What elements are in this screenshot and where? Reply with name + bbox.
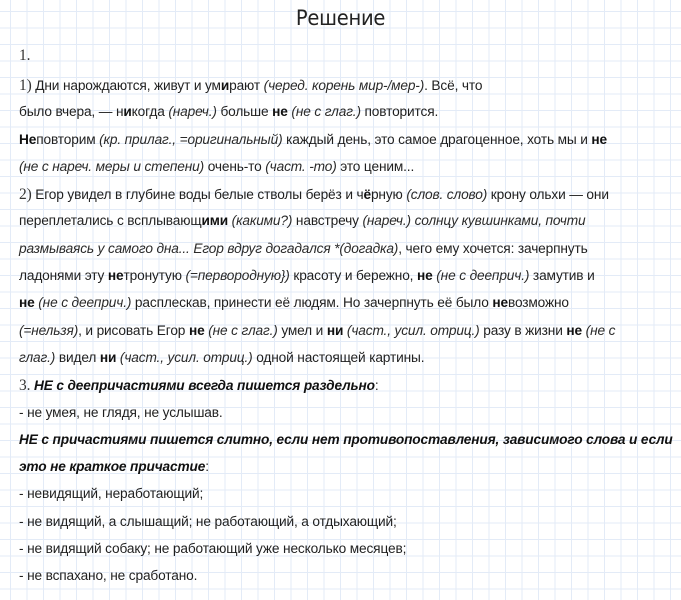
text-run: ладонями эту	[19, 268, 108, 285]
grammar-note: (черед. корень мир-/мер-)	[263, 78, 425, 94]
text-run: - не видящий собаку; не работающий уже несколько месяцев;	[19, 541, 407, 558]
task-3-rule-2-line-2	[19, 454, 656, 481]
grammar-note: (част., усил. отриц.)	[119, 349, 253, 366]
text-run: , чего ему хочется: зачерпнуть	[398, 240, 588, 257]
bold-highlight: не	[19, 295, 35, 312]
text-run: красоту и бережно,	[289, 268, 418, 285]
text-run: расплескав, принести её людям. Но зачерпнуть её было	[131, 295, 493, 312]
bold-highlight: не	[272, 104, 288, 121]
bold-highlight: Не	[19, 131, 37, 148]
text-run: каждый день, это самое драгоценное, хоть мы и	[282, 131, 592, 148]
bold-highlight: ими	[201, 213, 229, 230]
task-3-rule-2-line-1	[19, 427, 673, 454]
grammar-note: размываясь у самого дна... Егор вдруг догадался *(догадка)	[19, 240, 399, 257]
bold-highlight: ни	[99, 349, 117, 366]
text-run: , и рисовать Егор	[78, 322, 189, 339]
text-run: замутив и	[529, 268, 595, 285]
grammar-note: (какими?)	[231, 213, 293, 230]
text-run: :	[374, 378, 379, 395]
solution-content	[19, 40, 679, 591]
grammar-note: (не с дееприч.)	[38, 295, 132, 312]
item-2-line-1	[19, 181, 656, 208]
grammar-note: (нареч.) солнцу кувшинками, почти	[362, 213, 586, 230]
text-run: одной настоящей картины.	[252, 349, 425, 366]
grammar-note: (=первородную})	[185, 268, 290, 285]
item-1-line-3	[19, 127, 656, 154]
rule-statement: НЕ с деепричастиями всегда пишется раздельно	[33, 378, 375, 395]
text-run: Егор увидел в глубине воды белые стволы берёз и ч	[31, 187, 364, 204]
text-run: разу в жизни	[479, 322, 567, 339]
grammar-note: (не с нареч. меры и степени)	[19, 158, 205, 175]
grammar-note: (=нельзя)	[19, 322, 79, 339]
grammar-note: (не с дееприч.)	[436, 268, 530, 285]
item-2-line-4	[19, 263, 656, 290]
text-run: рают	[229, 78, 264, 94]
grammar-note: (не с глаг.)	[208, 322, 278, 339]
text-run: очень-то	[204, 158, 266, 175]
text-run: повторится.	[360, 104, 439, 121]
task-3-example-2	[19, 481, 656, 508]
text-run: видел	[55, 349, 100, 366]
task-number-1	[19, 40, 656, 72]
text-run: это ценим...	[336, 158, 415, 175]
page-title: Решение	[295, 6, 386, 30]
task-3-example-3	[19, 509, 656, 536]
bold-highlight: не	[417, 268, 433, 285]
task-3-example-1	[19, 400, 656, 427]
item-1-line-4	[19, 154, 656, 181]
text-run: :	[205, 459, 209, 476]
text-run: - не умея, не глядя, не услышав.	[19, 404, 223, 421]
text-run: - не видящий, а слышащий; не работающий, а отдыхающий;	[19, 513, 397, 530]
bold-highlight: не	[566, 322, 582, 339]
text-run: тронутую	[123, 268, 186, 285]
item-2-line-5	[19, 290, 656, 317]
item-number: 1)	[19, 77, 32, 94]
bold-highlight: ё	[363, 187, 371, 204]
text-run: было вчера, — н	[19, 104, 124, 121]
item-number: 3.	[19, 377, 31, 395]
grammar-note: (част. -то)	[265, 158, 337, 175]
bold-highlight: и	[220, 78, 230, 94]
grammar-note: (слов. слово)	[406, 187, 488, 204]
task-3-example-4	[19, 536, 656, 563]
text-run: навстречу	[292, 213, 363, 230]
text-run: возможно	[507, 295, 569, 312]
grammar-note: (не с	[585, 322, 616, 339]
bold-highlight: ни	[326, 322, 344, 339]
item-2-line-7	[19, 345, 656, 372]
bold-highlight: и	[123, 104, 132, 121]
text-run: рную	[370, 187, 407, 204]
grammar-note: (не с глаг.)	[291, 104, 361, 121]
grammar-note: (част., усил. отриц.)	[346, 322, 480, 339]
grammar-note: глаг.)	[19, 349, 56, 366]
text-run: больше	[216, 104, 273, 121]
rule-statement: НЕ с причастиями пишется слитно, если нет противопоставления, зависимого слова и если	[19, 431, 673, 448]
item-2-line-6	[19, 318, 656, 345]
bold-highlight: не	[188, 322, 205, 339]
item-number: 2)	[19, 186, 32, 204]
text-run: Дни нарождаются, живут и ум	[31, 78, 221, 94]
item-number: 1.	[19, 47, 31, 64]
item-1-line-2	[19, 99, 656, 126]
task-3-example-5	[19, 563, 656, 590]
text-run: переплетались с всплывающ	[19, 213, 202, 230]
bold-highlight: не	[107, 268, 124, 285]
bold-highlight: не	[492, 295, 508, 312]
bold-highlight: не	[591, 131, 608, 148]
task-3-rule-1	[19, 372, 656, 399]
item-1-line-1	[19, 72, 656, 99]
text-run: - невидящий, неработающий;	[19, 486, 204, 503]
grammar-note: (нареч.)	[168, 104, 217, 121]
text-run: - не вспахано, не сработано.	[19, 568, 198, 585]
text-run: повторим	[36, 131, 100, 148]
text-run: крону ольхи — они	[487, 187, 609, 204]
grammar-note: (кр. прилаг., =оригинальный)	[99, 131, 283, 148]
item-2-line-3	[19, 236, 656, 263]
text-run: умел и	[277, 322, 327, 339]
rule-statement: это не краткое причастие	[19, 459, 206, 476]
text-run: . Всё, что	[424, 78, 483, 94]
text-run: когда	[131, 104, 169, 121]
item-2-line-2	[19, 208, 656, 235]
